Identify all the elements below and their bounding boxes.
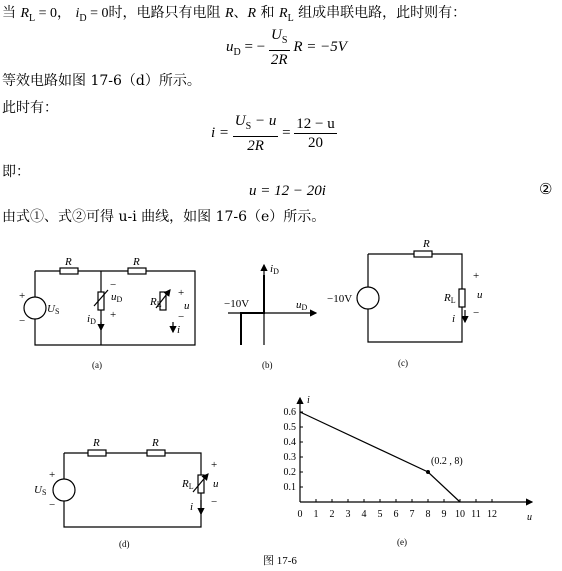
characteristic-b-labels	[224, 263, 308, 312]
svg-text:RL: RL	[150, 296, 162, 309]
x-tick-label: 9	[441, 509, 447, 520]
svg-text:R: R	[93, 437, 100, 449]
x-tick-label: 3	[345, 509, 351, 520]
x-tick-label: 2	[329, 509, 335, 520]
equation-3-number: ②	[539, 180, 553, 198]
circuit-c-labels	[327, 238, 483, 325]
svg-text:i: i	[190, 501, 194, 513]
svg-text:RL: RL	[182, 478, 194, 491]
x-tick-label: 5	[377, 509, 383, 520]
y-axis-label: i	[307, 395, 310, 406]
caption-d: (d)	[119, 539, 130, 549]
svg-text:iD: iD	[87, 313, 96, 326]
y-tick-label: 0.4	[283, 437, 296, 448]
svg-text:i: i	[177, 324, 181, 336]
circuit-d-labels	[34, 437, 219, 513]
svg-text:US: US	[34, 484, 47, 497]
svg-text:R: R	[423, 238, 430, 250]
svg-text:−10V: −10V	[327, 293, 353, 305]
svg-text:R: R	[133, 256, 140, 268]
y-tick-label: 0.2	[283, 467, 296, 478]
svg-text:−: −	[49, 499, 56, 511]
svg-text:+: +	[49, 469, 56, 481]
x-tick-label: 12	[487, 509, 497, 520]
x-tick-label: 8	[425, 509, 431, 520]
caption-c: (c)	[398, 358, 408, 368]
svg-text:R: R	[152, 437, 159, 449]
svg-text:u: u	[213, 478, 219, 490]
y-tick-label: 0.5	[283, 422, 296, 433]
paragraph-line-5: 由式①、式②可得 u-i 曲线，如图 17-6（e）所示。	[2, 209, 326, 225]
svg-text:−: −	[178, 311, 185, 323]
svg-text:−: −	[211, 496, 218, 508]
x-tick-label: 1	[313, 509, 319, 520]
svg-text:−: −	[19, 315, 26, 327]
svg-text:uD: uD	[296, 299, 308, 312]
svg-text:+: +	[110, 309, 117, 321]
annotation-label: (0.2 , 8)	[431, 456, 463, 467]
x-tick-label: 4	[361, 509, 367, 520]
chart-e	[284, 395, 533, 523]
paragraph-line-1: 当 $R_L = 0$， $i_D = 0$时，电路只有电阻 R、R 和 $R_L$ 组成串联电路，此时则有：	[2, 5, 467, 24]
svg-text:u: u	[477, 289, 483, 301]
paragraph-line-3: 此时有：	[2, 100, 58, 116]
svg-text:−10V: −10V	[224, 298, 250, 310]
svg-text:R: R	[65, 256, 72, 268]
x-tick-label: 7	[409, 509, 415, 520]
svg-text:u: u	[184, 300, 190, 312]
svg-text:+: +	[19, 290, 26, 302]
annotation-point	[426, 470, 430, 474]
svg-text:−: −	[110, 279, 117, 291]
paragraph-line-4: 即：	[2, 164, 30, 180]
svg-text:US: US	[47, 303, 60, 316]
svg-text:−: −	[473, 307, 480, 319]
y-tick-label: 0.1	[283, 482, 296, 493]
x-tick-label: 6	[393, 509, 399, 520]
caption-e: (e)	[397, 537, 407, 547]
svg-text:+: +	[473, 270, 480, 282]
svg-text:i: i	[452, 313, 456, 325]
x-axis-label: u	[527, 512, 532, 523]
paragraph-line-2: 等效电路如图 17-6（d）所示。	[2, 73, 201, 89]
svg-text:iD: iD	[270, 263, 279, 276]
equation-2: i = $\frac{U_S - u}{2R}$ = $\frac{12 - u}{20}$	[211, 113, 335, 154]
figure-title: 图 17-6	[263, 555, 297, 567]
equation-1: $u_D$ = − $\frac{U_S}{2R}$ R = −5V	[226, 27, 347, 68]
svg-text:+: +	[178, 287, 185, 299]
x-tick-label: 0	[297, 509, 303, 520]
caption-b: (b)	[262, 360, 273, 370]
caption-a: (a)	[92, 360, 102, 370]
svg-text:+: +	[211, 459, 218, 471]
svg-text:RL: RL	[444, 292, 456, 305]
x-tick-label: 11	[471, 509, 481, 520]
svg-text:uD: uD	[111, 291, 123, 304]
x-tick-label: 10	[455, 509, 465, 520]
y-tick-label: 0.3	[283, 452, 296, 463]
y-tick-label: 0.6	[283, 407, 296, 418]
equation-3: u = 12 − 20i	[249, 183, 326, 199]
